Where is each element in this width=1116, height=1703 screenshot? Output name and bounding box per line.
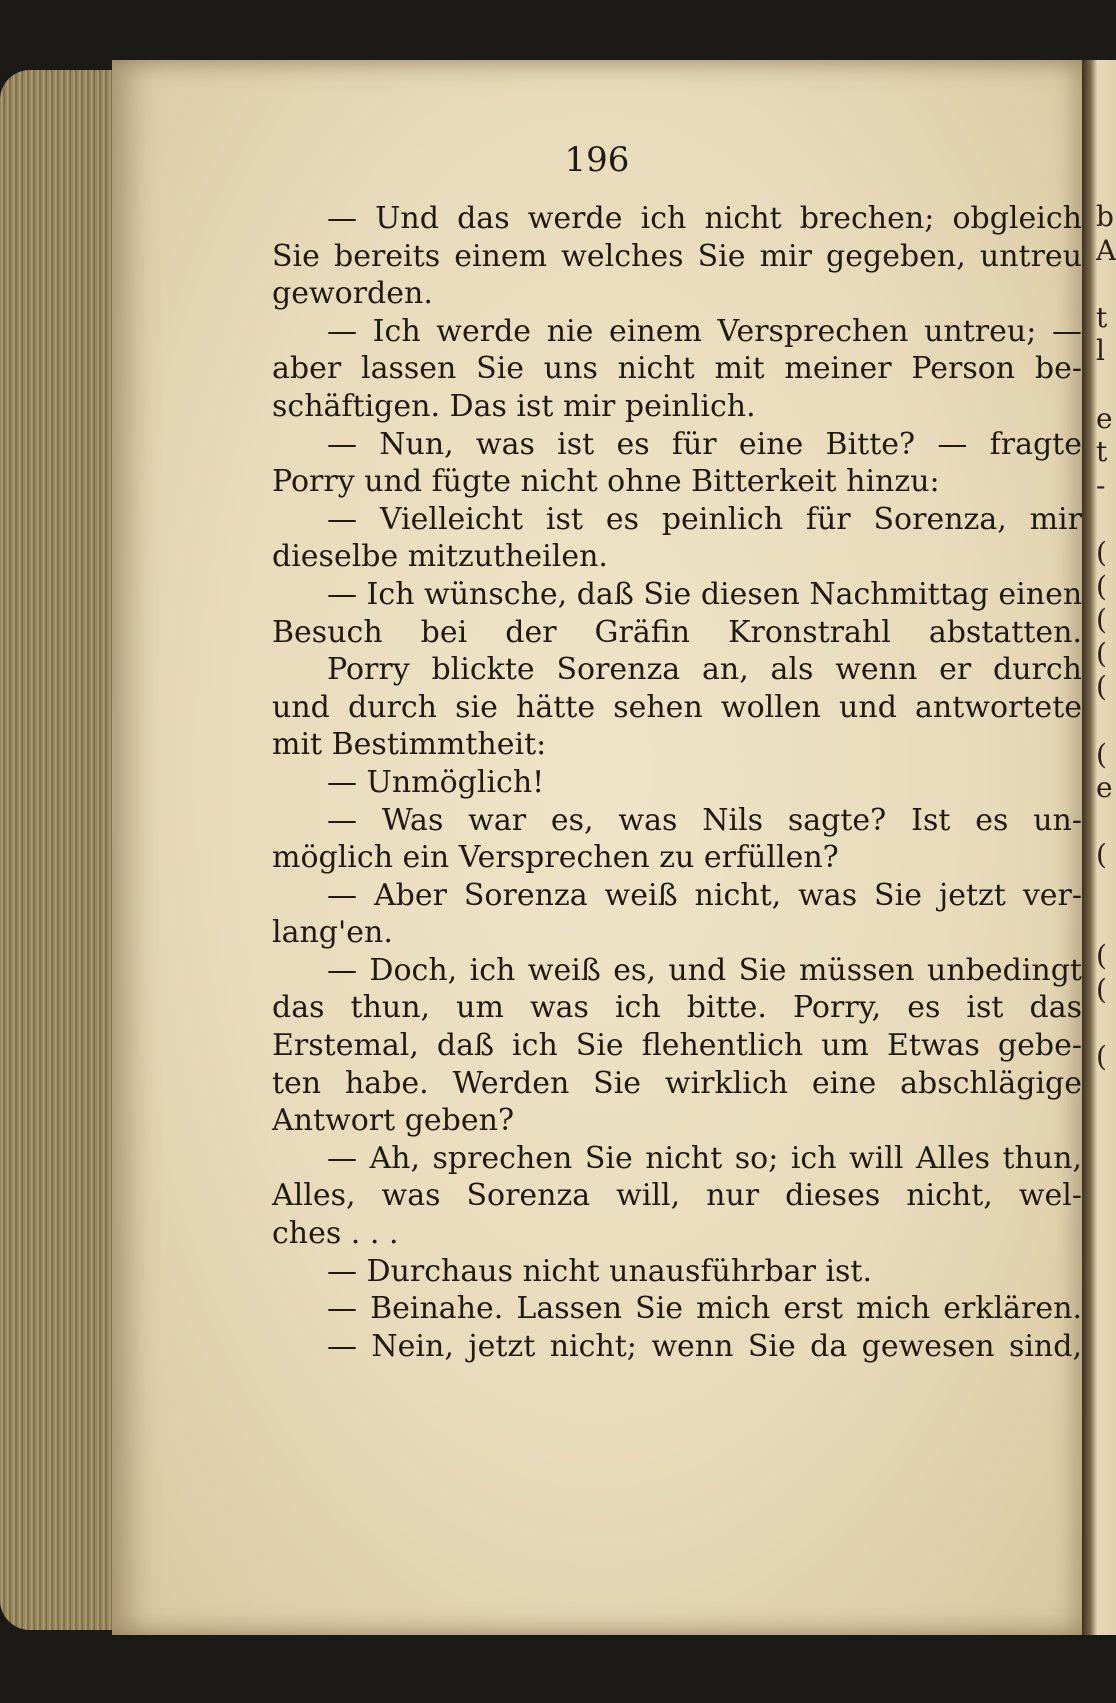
text-line: möglich ein Versprechen zu erfüllen? bbox=[272, 840, 839, 876]
text-line: und durch sie hätte sehen wollen und antwortete bbox=[272, 689, 1082, 725]
text-line: — Nun, was ist es für eine Bitte? — fragte bbox=[327, 426, 1082, 462]
text-line: — Und das werde ich nicht brechen; obgleich bbox=[327, 201, 1082, 236]
text-line: — Durchaus nicht unausführbar ist. bbox=[327, 1253, 873, 1289]
text-line: Sie bereits einem welches Sie mir gegeben, untreu bbox=[272, 238, 1082, 274]
text-line: aber lassen Sie uns nicht mit meiner Person be- bbox=[272, 351, 1082, 387]
text-line: — Was war es, was Nils sagte? Ist es un- bbox=[327, 802, 1082, 838]
text-line: lang'en. bbox=[272, 915, 393, 951]
text-line: geworden. bbox=[272, 276, 433, 312]
book-page bbox=[112, 60, 1082, 1635]
text-line: — Doch, ich weiß es, und Sie müssen unbedingt bbox=[327, 952, 1082, 988]
text-line: Erstemal, daß ich Sie flehentlich um Etwas gebe- bbox=[272, 1028, 1082, 1064]
next-page-margin: b A t l e t - ( ( ( ( ( ( e ( ( ( ( bbox=[1096, 200, 1116, 1073]
text-line: — Aber Sorenza weiß nicht, was Sie jetzt ver- bbox=[327, 877, 1082, 913]
text-line: Porry blickte Sorenza an, als wenn er durch bbox=[327, 652, 1082, 688]
page-edges bbox=[0, 70, 120, 1630]
text-line: Antwort geben? bbox=[272, 1103, 515, 1139]
text-line: — Ah, sprechen Sie nicht so; ich will Alles thun, bbox=[327, 1140, 1082, 1176]
page-text bbox=[272, 200, 1082, 1365]
text-line: — Unmöglich! bbox=[327, 764, 545, 800]
text-line: Besuch bei der Gräfin Kronstrahl abstatten. bbox=[272, 614, 1082, 650]
text-line: ches . . . bbox=[272, 1216, 399, 1252]
page-number: 196 bbox=[564, 140, 630, 180]
text-line: dieselbe mitzutheilen. bbox=[272, 539, 608, 575]
text-line: — Ich wünsche, daß Sie diesen Nachmittag einen bbox=[327, 576, 1083, 612]
text-line: — Beinahe. Lassen Sie mich erst mich erklären. bbox=[327, 1291, 1082, 1327]
text-line: Alles, was Sorenza will, nur dieses nicht, wel- bbox=[272, 1178, 1082, 1214]
text-line: — Vielleicht ist es peinlich für Sorenza, mir bbox=[327, 501, 1082, 537]
text-line: mit Bestimmtheit: bbox=[272, 727, 547, 763]
text-line: schäftigen. Das ist mir peinlich. bbox=[272, 388, 756, 424]
text-line: das thun, um was ich bitte. Porry, es ist das bbox=[272, 990, 1082, 1026]
text-line: ten habe. Werden Sie wirklich eine abschlägige bbox=[272, 1065, 1082, 1101]
text-line: — Ich werde nie einem Versprechen untreu; — bbox=[327, 313, 1082, 349]
text-line: Porry und fügte nicht ohne Bitterkeit hinzu: bbox=[272, 464, 940, 500]
text-line: — Nein, jetzt nicht; wenn Sie da gewesen sind, bbox=[327, 1328, 1082, 1364]
